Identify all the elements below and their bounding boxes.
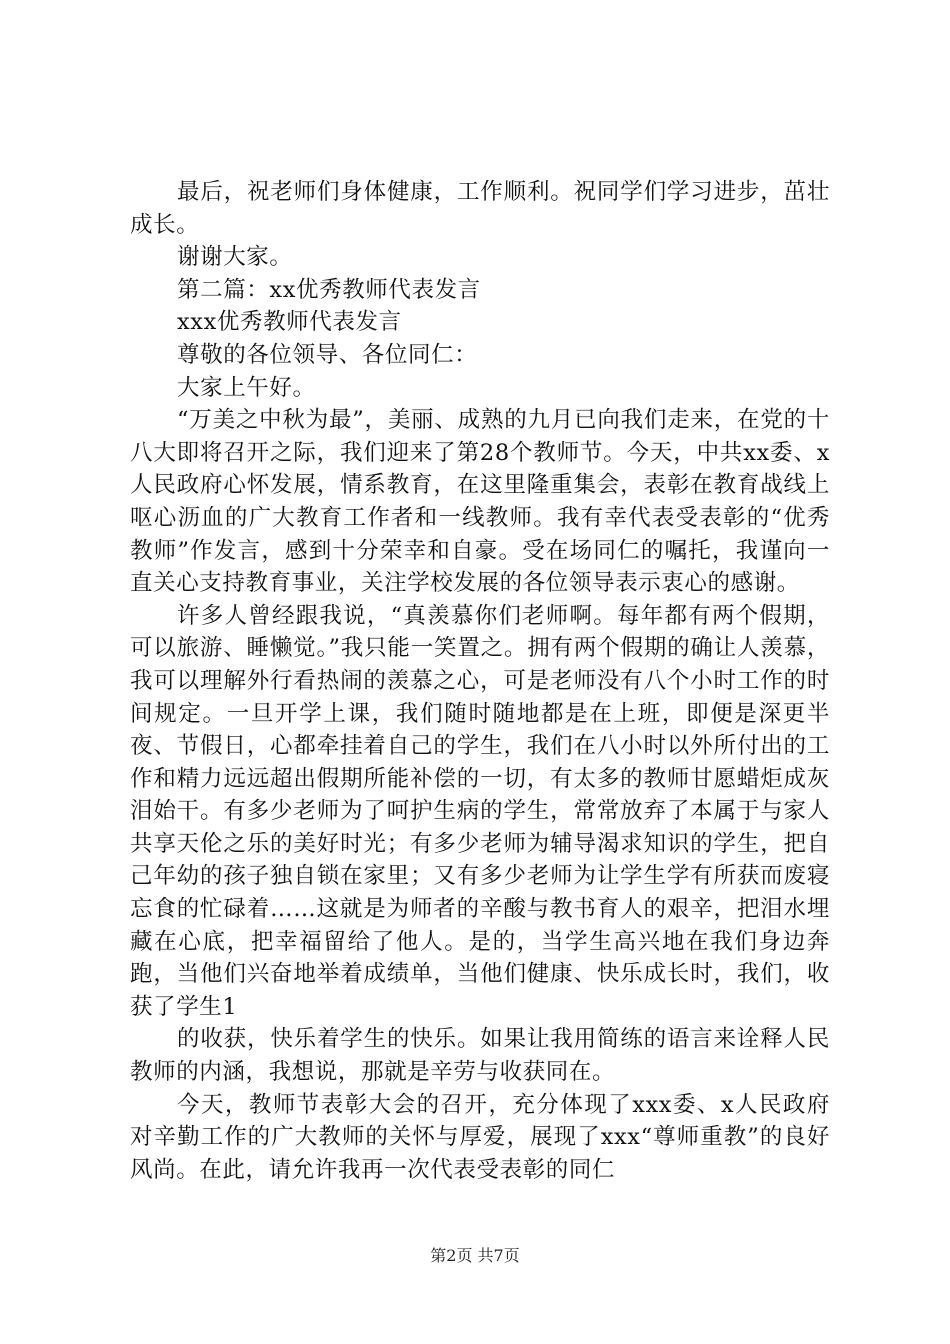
paragraph-holidays: 许多人曾经跟我说，“真羡慕你们老师啊。每年都有两个假期，可以旅游、睡懒觉。”我只能一笑置之。拥有两个假期的确让人羡慕，我可以理解外行看热闹的羡慕之心，可是老师没有八个小时工作的时间规定。一旦开学上课，我们随时随地都是在上班，即便是深更半夜、节假日，心都牵挂着自己的学生，我们在八小时以外所付出的工作和精力远远超出假期所能补偿的一切，有太多的教师甘愿蜡炬成灰泪始干。有多少老师为了呵护生病的学生，常常放弃了本属于与家人共享天伦之乐的美好时光；有多少老师为辅导渴求知识的学生，把自己年幼的孩子独自锁在家里；又有多少老师为让学生学有所获而废寝忘食的忙碌着……这就是为师者的辛酸与教书育人的艰辛，把泪水埋藏在心底，把幸福留给了他人。是的，当学生高兴地在我们身边奔跑，当他们兴奋地举着成绩单，当他们健康、快乐成长时，我们，收获了学生1 [130, 602, 830, 1020]
paragraph-ceremony: 今天，教师节表彰大会的召开，充分体现了xxx委、x人民政府对辛勤工作的广大教师的关怀与厚爱，展现了xxx“尊师重教”的良好风尚。在此，请允许我再一次代表受表彰的同仁 [130, 1091, 830, 1183]
greeting: 大家上午好。 [177, 374, 316, 401]
page-footer [0, 1246, 950, 1266]
paragraph-teachers-day: “万美之中秋为最”，美丽、成熟的九月已向我们走来，在党的十八大即将召开之际，我们迎来了第28个教师节。今天，中共xx委、x人民政府心怀发展，情系教育，在这里隆重集会，表彰在教育战线上呕心沥血的广大教育工作者和一线教师。我有幸代表受表彰的“优秀教师”作发言，感到十分荣幸和自豪。受在场同仁的嘱托，我谨向一直关心支持教育事业，关注学校发展的各位领导表示衷心的感谢。 [130, 407, 830, 597]
paragraph-harvest: 的收获，快乐着学生的快乐。如果让我用简练的语言来诠释人民教师的内涵，我想说，那就是辛劳与收获同在。 [130, 1026, 830, 1086]
page-number: 第2页 共7页 [430, 1246, 520, 1265]
section-heading: 第二篇：xx优秀教师代表发言 [177, 276, 481, 303]
speech-title: xxx优秀教师代表发言 [177, 309, 402, 336]
paragraph-thanks: 谢谢大家。 [177, 244, 293, 271]
salutation: 尊敬的各位领导、各位同仁： [177, 341, 478, 368]
paragraph-closing-wishes: 最后，祝老师们身体健康，工作顺利。祝同学们学习进步，茁壮成长。 [130, 179, 830, 238]
document-body [130, 176, 830, 1186]
